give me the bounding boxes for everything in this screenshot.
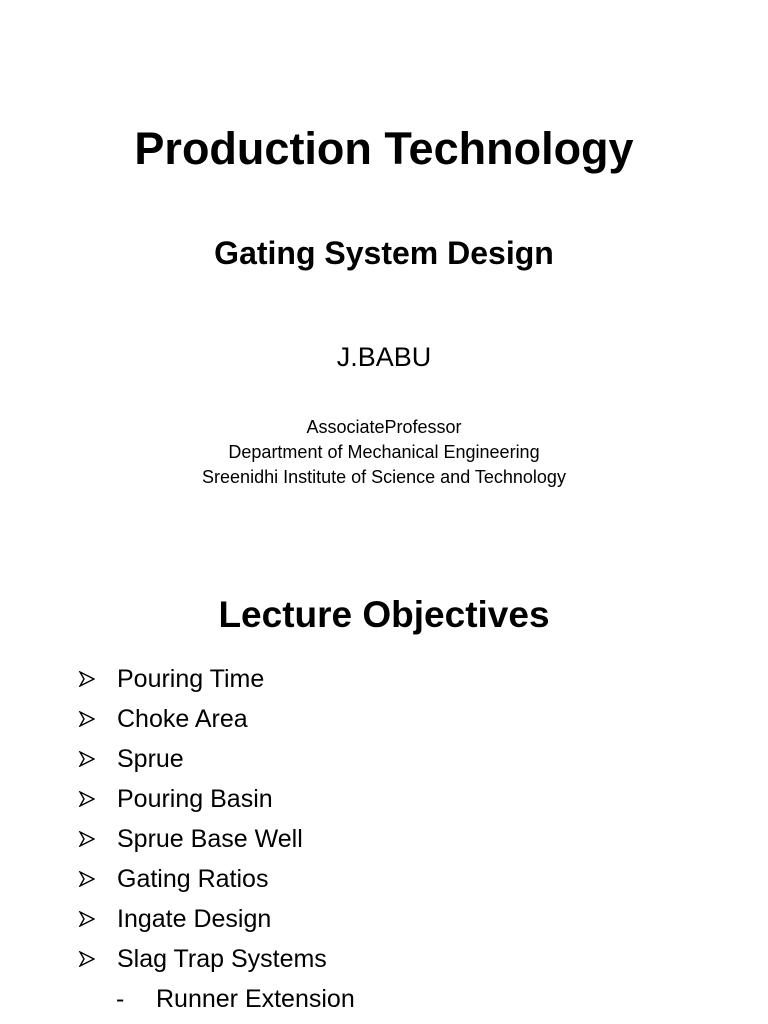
objectives-list [0, 659, 768, 1019]
arrowhead-bullet-icon [77, 859, 99, 899]
objective-label: Slag Trap Systems [117, 945, 327, 973]
objective-label: Pouring Basin [117, 785, 273, 813]
author-position: AssociateProfessor [306, 417, 462, 437]
objective-label: Sprue [117, 745, 184, 773]
sub-objective-label: Runner Extension [156, 985, 355, 1013]
list-item [0, 899, 768, 939]
list-item [0, 859, 768, 899]
page-subtitle: Gating System Design [214, 235, 554, 271]
list-item [0, 739, 768, 779]
arrowhead-bullet-icon [77, 659, 99, 699]
objective-label: Pouring Time [117, 665, 265, 693]
objective-label: Choke Area [117, 705, 248, 733]
arrowhead-bullet-icon [77, 699, 99, 739]
list-item [0, 659, 768, 699]
author-institute: Sreenidhi Institute of Science and Technology [202, 467, 566, 487]
section-heading: Lecture Objectives [218, 594, 550, 635]
list-item [0, 819, 768, 859]
author-name: J.BABU [336, 342, 432, 372]
author-department: Department of Mechanical Engineering [228, 442, 540, 462]
arrowhead-bullet-icon [77, 819, 99, 859]
objective-label: Sprue Base Well [117, 825, 303, 853]
objective-label: Gating Ratios [117, 865, 269, 893]
arrowhead-bullet-icon [77, 899, 99, 939]
list-item [0, 779, 768, 819]
list-item [0, 699, 768, 739]
objective-label: Ingate Design [117, 905, 272, 933]
page-title: Production Technology [134, 123, 634, 174]
dash-marker: - [116, 985, 125, 1013]
arrowhead-bullet-icon [77, 779, 99, 819]
arrowhead-bullet-icon [77, 939, 99, 979]
sub-list-item [0, 979, 768, 1019]
arrowhead-bullet-icon [77, 739, 99, 779]
list-item [0, 939, 768, 979]
